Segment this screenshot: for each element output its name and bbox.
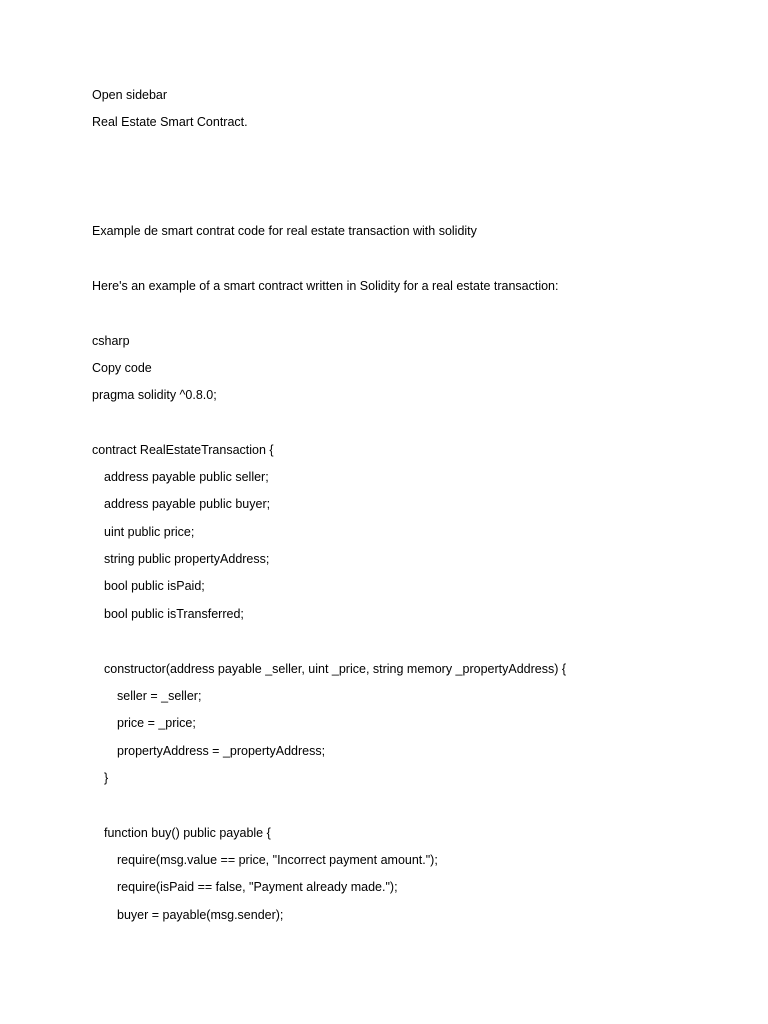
open-sidebar-text: Open sidebar [92, 88, 168, 102]
code-line: } [104, 771, 109, 785]
code-line: seller = _seller; [117, 689, 202, 703]
intro-text: Here's an example of a smart contract written in Solidity for a real estate transaction: [92, 279, 559, 293]
code-line: buyer = payable(msg.sender); [117, 908, 284, 922]
user-prompt: Example de smart contrat code for real estate transaction with solidity [92, 224, 477, 238]
code-line: contract RealEstateTransaction { [92, 443, 274, 457]
code-line: address payable public seller; [104, 470, 269, 484]
code-line: bool public isPaid; [104, 579, 205, 593]
code-line: constructor(address payable _seller, uint _price, string memory _propertyAddress) { [104, 662, 567, 676]
code-language-label: csharp [92, 334, 130, 348]
document-title: Real Estate Smart Contract. [92, 115, 248, 129]
code-line: function buy() public payable { [104, 826, 271, 840]
code-line: require(isPaid == false, "Payment already made."); [117, 880, 398, 894]
code-line: string public propertyAddress; [104, 552, 270, 566]
copy-code-label: Copy code [92, 361, 152, 375]
code-line: require(msg.value == price, "Incorrect payment amount."); [117, 853, 438, 867]
code-line: propertyAddress = _propertyAddress; [117, 744, 326, 758]
code-line: bool public isTransferred; [104, 607, 244, 621]
code-line: price = _price; [117, 716, 196, 730]
code-line: address payable public buyer; [104, 497, 271, 511]
code-line: uint public price; [104, 525, 195, 539]
code-line: pragma solidity ^0.8.0; [92, 388, 217, 402]
